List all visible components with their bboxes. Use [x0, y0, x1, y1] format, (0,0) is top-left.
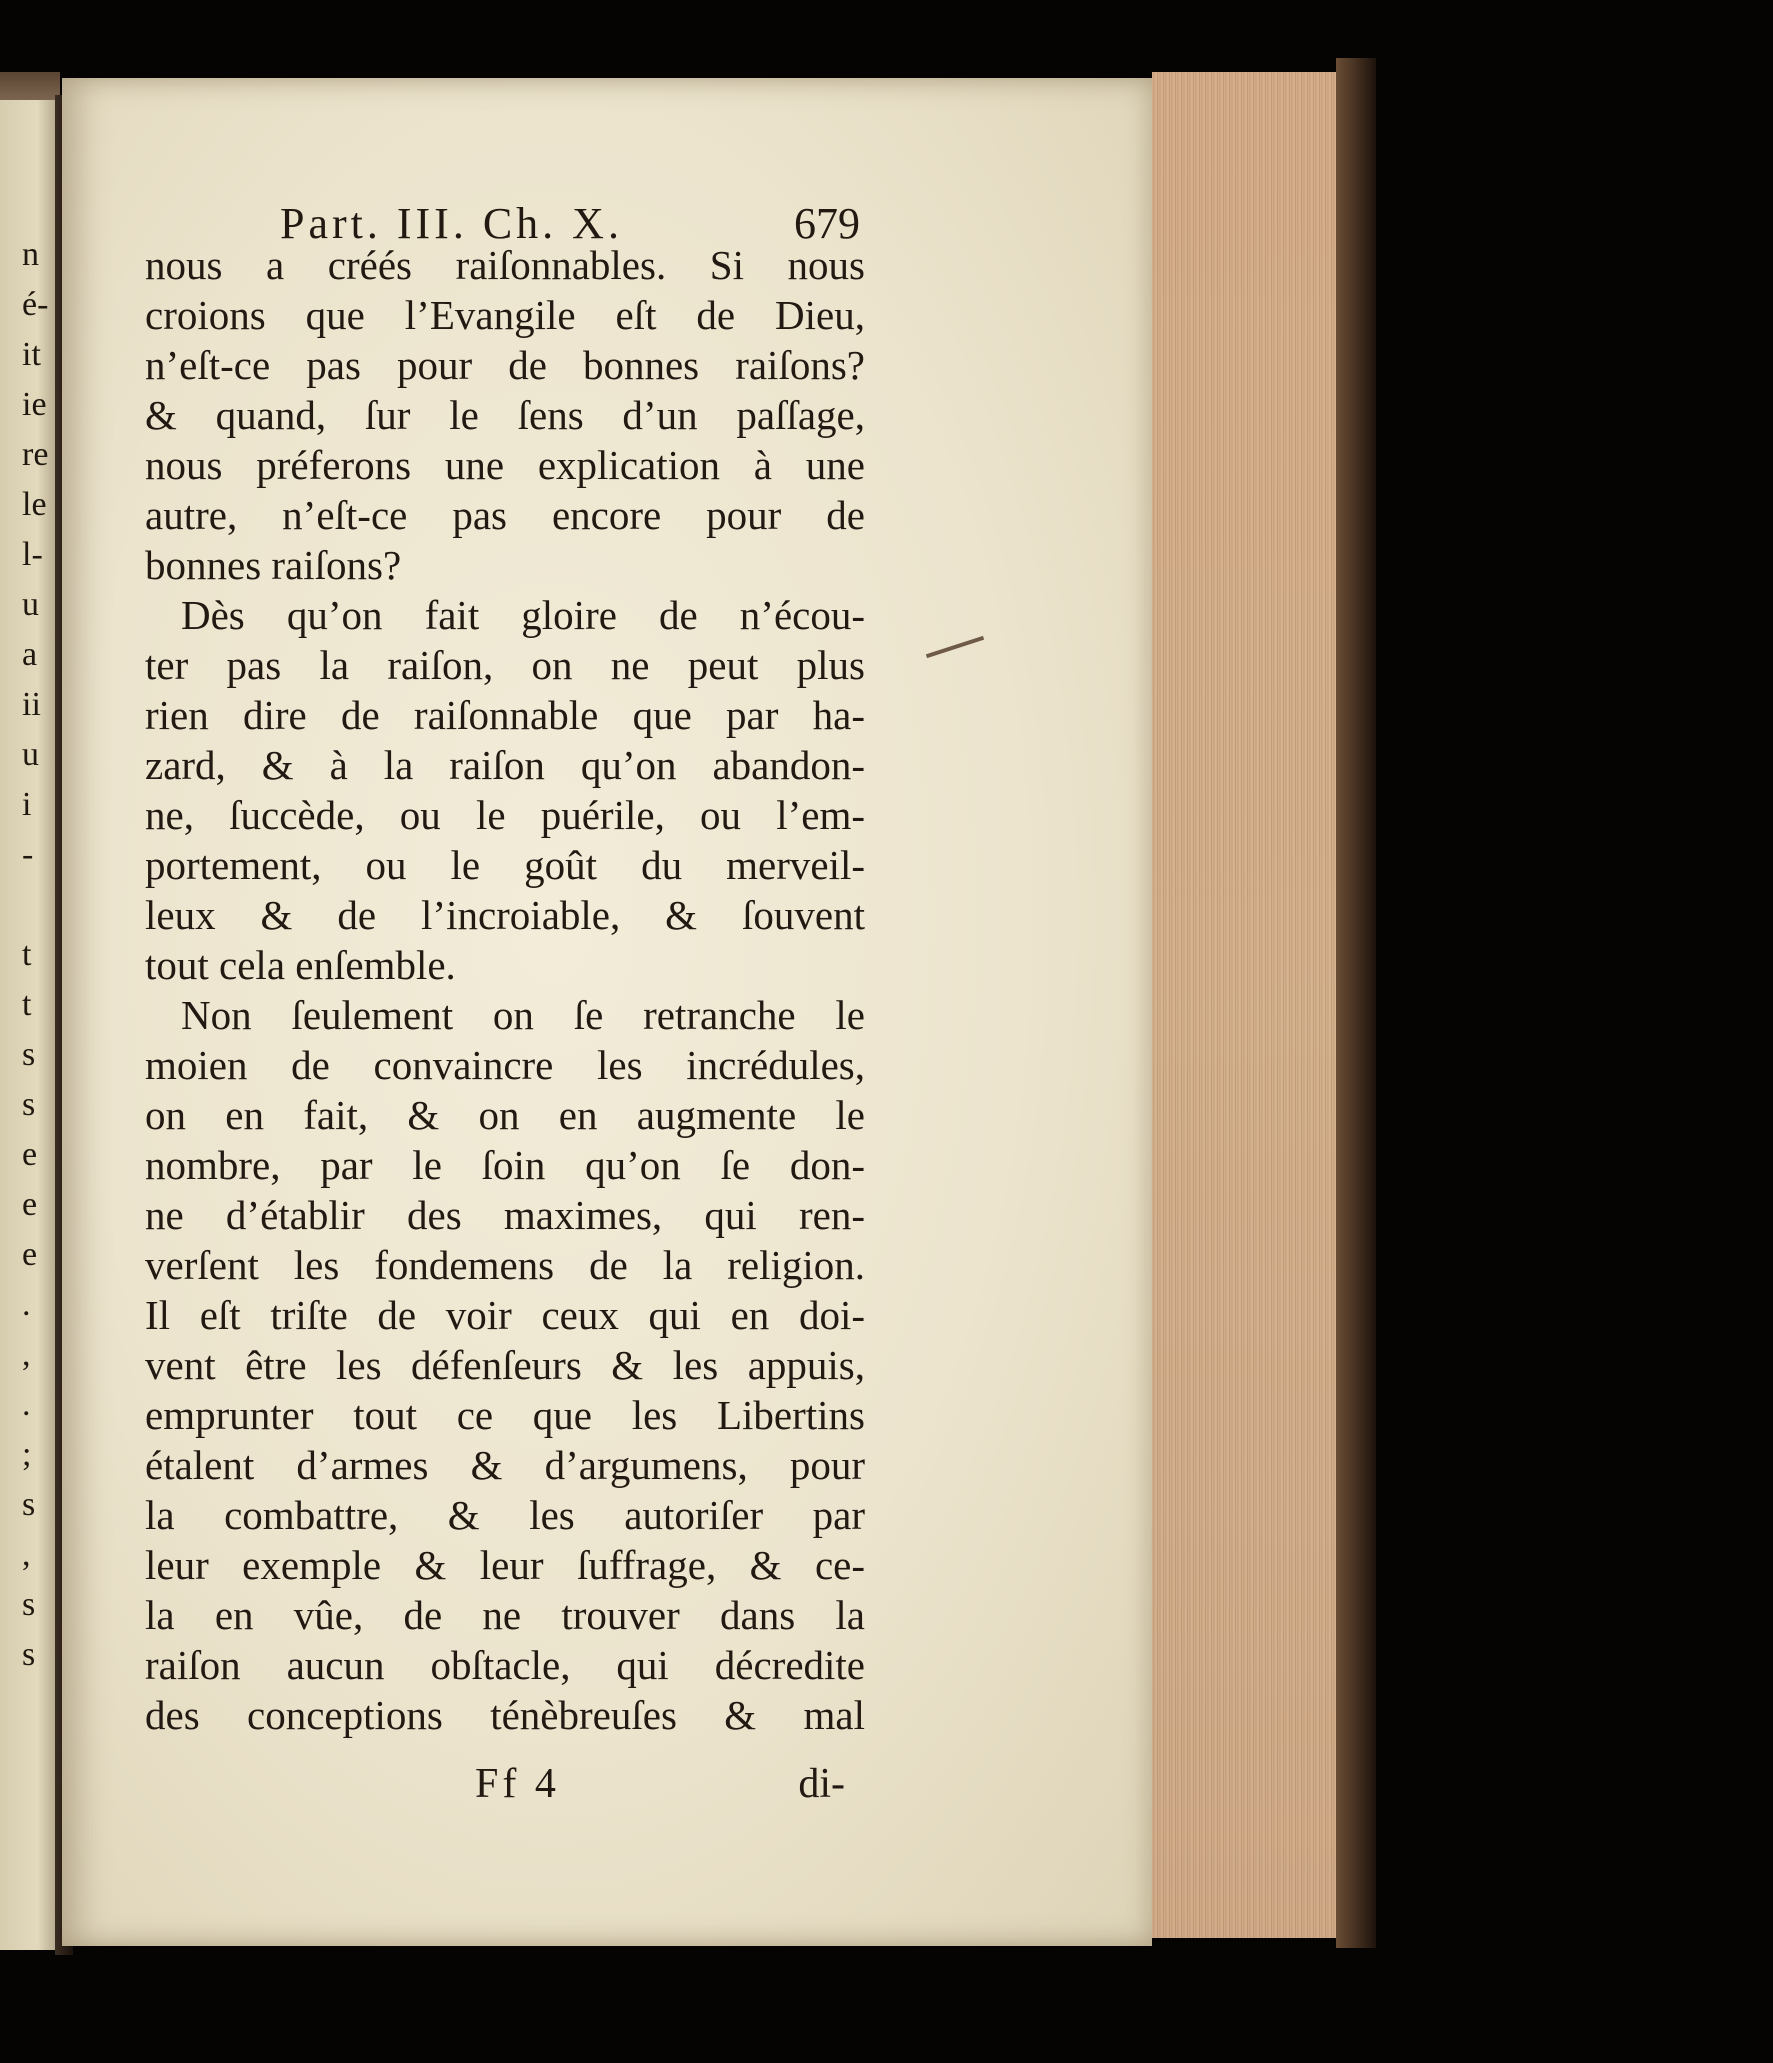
left-fragment: u	[22, 736, 39, 773]
left-fragment: s	[22, 1586, 36, 1623]
leather-cover	[1336, 58, 1376, 1948]
text-line: moien de convaincre les incrédules,	[145, 1042, 865, 1088]
text-line: n’eſt-ce pas pour de bonnes raiſons?	[145, 342, 865, 388]
text-line: Non ſeulement on ſe retranche le	[181, 992, 865, 1038]
left-fragment: ii	[22, 686, 41, 723]
text-line: autre, n’eſt-ce pas encore pour de	[145, 492, 865, 538]
text-line: portement, ou le goût du merveil-	[145, 842, 865, 888]
text-line: tout cela enſemble.	[145, 942, 456, 988]
text-line: Dès qu’on fait gloire de n’écou-	[181, 592, 865, 638]
sprinkled-edge	[1152, 72, 1340, 1938]
text-line: la en vûe, de ne trouver dans la	[145, 1592, 865, 1638]
page-block-edge	[1152, 72, 1343, 1938]
left-fragment: it	[22, 336, 41, 373]
left-fragment: t	[22, 986, 32, 1023]
text-line: & quand, ſur le ſens d’un paſſage,	[145, 392, 865, 438]
left-page	[0, 100, 62, 1950]
left-fragment: é-	[22, 286, 49, 323]
text-line: ne d’établir des maximes, qui ren-	[145, 1192, 865, 1238]
page-footer	[145, 1760, 845, 1812]
text-line: Il eſt triſte de voir ceux qui en doi-	[145, 1292, 865, 1338]
text-line: emprunter tout ce que les Libertins	[145, 1392, 865, 1438]
page-number: 679	[794, 199, 860, 248]
left-fragment: le	[22, 486, 47, 523]
left-fragment: e	[22, 1136, 38, 1173]
left-fragment: u	[22, 586, 39, 623]
text-line: vent être les défenſeurs & les appuis,	[145, 1342, 865, 1388]
signature-mark: Ff 4	[475, 1761, 560, 1807]
catchword: di-	[798, 1761, 845, 1807]
running-head: Part. III. Ch. X.	[280, 199, 623, 248]
text-line: croions que l’Evangile eſt de Dieu,	[145, 292, 865, 338]
left-fragment: s	[22, 1486, 36, 1523]
left-fragment: i	[22, 786, 32, 823]
left-fragment: a	[22, 636, 38, 673]
left-fragment: -	[22, 836, 34, 873]
text-line: zard, & à la raiſon qu’on abandon-	[145, 742, 865, 788]
text-line: ne, ſuccède, ou le puérile, ou l’em-	[145, 792, 865, 838]
left-fragment: ,	[22, 1536, 31, 1573]
text-line: leux & de l’incroiable, & ſouvent	[145, 892, 865, 938]
left-fragment: e	[22, 1186, 38, 1223]
text-line: étalent d’armes & d’argumens, pour	[145, 1442, 865, 1488]
text-line: des conceptions ténèbreuſes & mal	[145, 1692, 865, 1738]
left-fragment: ,	[22, 1336, 31, 1373]
left-fragment: t	[22, 936, 32, 973]
text-line: leur exemple & leur ſuffrage, & ce-	[145, 1542, 865, 1588]
text-line: nombre, par le ſoin qu’on ſe don-	[145, 1142, 865, 1188]
text-line: raiſon aucun obſtacle, qui décredite	[145, 1642, 865, 1688]
left-fragment: l-	[22, 536, 43, 573]
left-fragment: s	[22, 1636, 36, 1673]
text-line: rien dire de raiſonnable que par ha-	[145, 692, 865, 738]
text-line: la combattre, & les autoriſer par	[145, 1492, 865, 1538]
left-fragment: s	[22, 1036, 36, 1073]
left-fragment: ie	[22, 386, 47, 423]
left-fragment: n	[22, 236, 39, 273]
left-fragment: .	[22, 1286, 31, 1323]
text-line: verſent les fondemens de la religion.	[145, 1242, 865, 1288]
left-fragment: e	[22, 1236, 38, 1273]
text-line: bonnes raiſons?	[145, 542, 402, 588]
left-fragment: re	[22, 436, 49, 473]
text-line: on en fait, & on en augmente le	[145, 1092, 865, 1138]
text-line: nous préferons une explication à une	[145, 442, 865, 488]
left-fragment: s	[22, 1086, 36, 1123]
left-fragment: ;	[22, 1436, 32, 1473]
left-fragment: .	[22, 1386, 31, 1423]
text-line: nous a créés raiſonnables. Si nous	[145, 242, 865, 288]
text-line: ter pas la raiſon, on ne peut plus	[145, 642, 865, 688]
